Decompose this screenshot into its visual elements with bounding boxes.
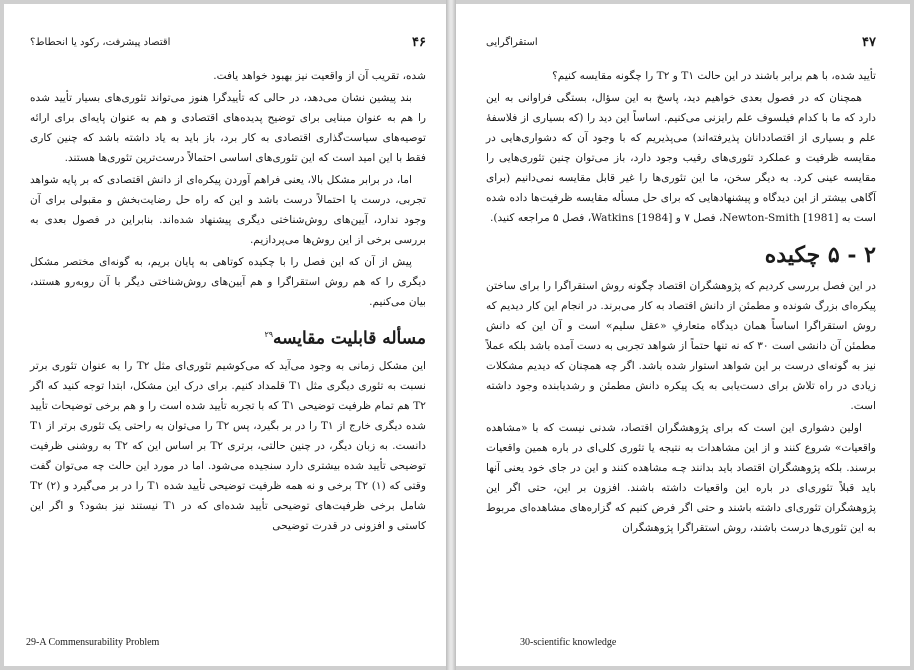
left-running-title: اقتصاد پیشرفت، رکود یا انحطاط؟ [30,36,171,48]
right-page-number: ۴۷ [862,34,876,50]
right-page-header [486,34,876,50]
left-paragraph-2: بند پیشین نشان می‌دهد، در حالی که تأییدگرا هنوز می‌تواند تئوری‌های بسیار تأیید شده را هم به عنوان مبنایی برای توضیح پدیده‌های اقتصادی و هم به عنوان پایه‌ای برای ارائه توصیه‌های سیاست‌گذاری اقتصادی به کار برد، باز باید به یاد داشته باشد که چنین کاری فقط با این امید است که این تئوری‌های اساسی احتمالاً درست‌ترین تئوری‌ها هستند. [30,92,426,164]
left-page-number: ۴۶ [412,34,426,50]
right-section-paragraph-2: اولین دشواری این است که برای پژوهشگران اقتصاد، شدنی نیست که با «مشاهده واقعیات» شروع کنند و از این مشاهدات به نتیجه یا تئوری کلی‌ای در باره همین واقعیات برسند. بلکه پژوهشگران اقتصاد باید بدانند چـه مشاهده کنند و این در جای خود یعنی آنها باید قبلاً تئوری‌ای در باره این واقعیات داشته باشند. افزون بر این، حتی اگر این پژوهشگران تئوری‌ای داشته باشند و حتی اگر فرض کنیم که گزاره‌های مشاهده‌ای مربوط به این تئوری‌ها درست باشند، روش استقراگرا پژوهشگران [486,422,876,534]
right-running-title: استقراگرایی [486,36,538,48]
left-paragraph-1: شده، تقریب آن از واقعیت نیز بهبود خواهد یافت. [213,70,426,82]
right-page [456,4,910,666]
right-paragraph-1: تأیید شده، با هم برابر باشند در این حالت T۱ و T۲ را چگونه مقایسه کنیم؟ [552,70,876,82]
left-paragraph-3: اما، در برابر مشکل بالا، یعنی فراهم آوردن پیکره‌ای از دانش اقتصادی که بر پایه شواهد تجربی، درست یا احتمالاً درست باشد و این که راه حل رضایت‌بخش و مقبولی برای آن وجود ندارد، آیین‌های روش‌شناختی دیگری پیشنهاد شده‌اند. بنابراین در فصول بعدی به بررسی برخی از این روش‌ها می‌پردازیم. [30,174,426,246]
left-page [4,4,446,666]
left-paragraph-4: پیش از آن که این فصل را با چکیده کوتاهی به پایان بریم، به گونه‌ای مختصر مشکل دیگری را که هم روش استقراگرا و هم آیین‌های روش‌شناختی دیگر با آن روبه‌رو هستند، بیان می‌کنیم. [30,256,426,308]
left-page-header [30,34,426,50]
left-section-paragraph: این مشکل زمانی به وجود می‌آید که می‌کوشیم تئوری‌ای مثل T۲ را به عنوان تئوری برتر نسبت به تئوری دیگری مثل T۱ قلمداد کنیم. برای درک این مشکل، ابتدا توجه کنید که اگر T۲ هم تمام ظرفیت توضیحی T۱ که با تجربه تأیید شده است را و هم برخی توضیحات تأیید شده دیگری خارج از T۱ را در بر بگیرد، پس T۲ را می‌توان به راحتی یک تئوری برتر از T۱ دانست. به زبان دیگر، در چنین حالتی، برتری T۲ بر اساس این که T۲ به روشنی ظرفیت توضیحی تأیید شده بیشتری دارد سنجیده می‌شود. اما در مورد این حالت چه می‌توان گفت وقتی که (۱) T۲ برخی و نه همه ظرفیت توضیحی تأیید شده T۱ را در بر می‌گیرد و (۲) T۲ شامل برخی ظرفیت‌های توضیحی تأیید شده‌ای که در T۱ نیستند نیز بشود؟ و اگر این کاستی و افزونی در قدرت توضیحی [30,359,426,532]
left-footer: 29-A Commensurability Problem [26,637,160,648]
right-section-heading: ۲ - ۵ چکیده [764,242,876,268]
left-section-heading [30,322,426,352]
section-heading-text: مسأله قابلیت مقایسه [273,328,426,349]
section-footnote-mark: ۲۹ [264,330,274,339]
book-gutter [446,0,456,670]
right-footer: 30-scientific knowledge [520,637,617,648]
right-page-body [486,66,876,538]
right-section-paragraph-1: در این فصل بررسی کردیم که پژوهشگران اقتصاد چگونه روش استقراگرا را برای ساختن پیکره‌ای بزرگ شونده و مطمئن از دانش اقتصاد به کار می‌برند. در انجام این کار دیدیم که روش استقراگرا اساساً همان دیدگاه متعارفِ «عقل سلیم» است و آن این که دانش مطمئن آن دانشی است ۳۰ که نه تنها حتماً از شواهد تجربی به دست آمده باشد بلکه عملاً نیز به گونه‌ای درست بر این شواهد استوار شده باشد. اگر چه همچنان که دیدیم مشکلات زیادی در راه تلاش برای دست‌یابی به یک پیکره دانش مطمئن و رشدیابنده وجود داشته است. [486,280,876,412]
left-page-body [30,66,426,536]
right-paragraph-2: همچنان که در فصول بعدی خواهیم دید، پاسخ به این سؤال، بستگی فراوانی به این دارد که ما با کدام فیلسوف علم رایزنی می‌کنیم. اساساً این دید را (که بسیاری از فلاسفهٔ علم و بسیاری از اقتصاددانان پذیرفته‌اند) می‌پذیریم که با وجود آن که دشواری‌هایی در مقایسه ظرفیت و عملکرد تئوری‌های رقیب وجود دارد، باز می‌توان چنین تئوری‌هایی را مقایسه عینی کرد. به دیگر سخن، ما این تئوری‌ها را غیر قابل مقایسه نمی‌دانیم (برای آگاهی بیشتر از این دیدگاه و پیشنهادهایی که برای حل مسأله مقایسه ظرفیت‌ها داده شده است به [1981] Newton-Smith، فصل ۷ و [1984] Watkins، فصل ۵ مراجعه کنید). [486,92,876,224]
